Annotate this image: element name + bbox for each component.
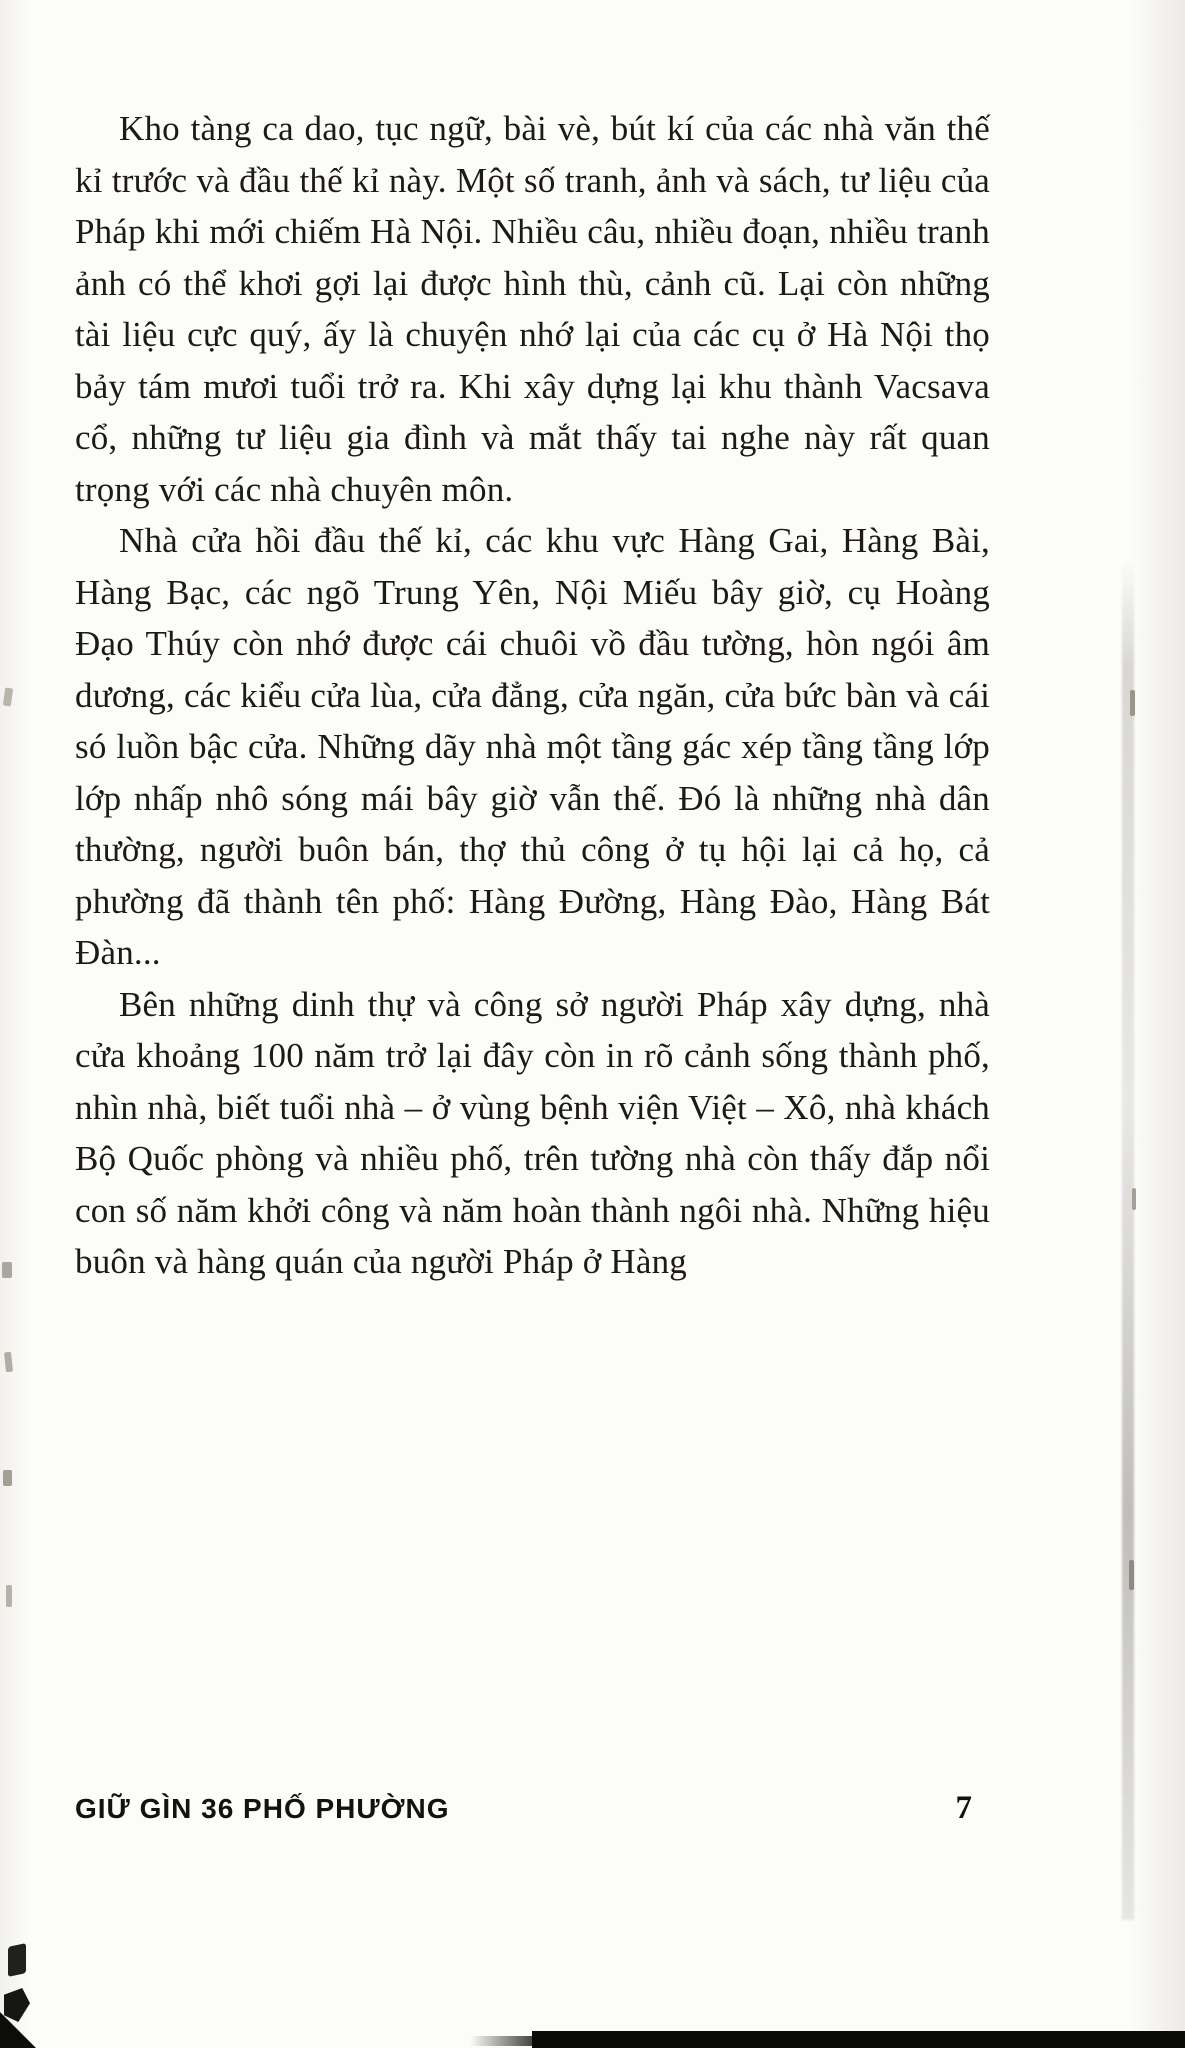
running-title: GIỮ GÌN 36 PHỐ PHƯỜNG bbox=[75, 1793, 450, 1824]
paragraph-1: Kho tàng ca dao, tục ngữ, bài vè, bút kí của các nhà văn thế kỉ trước và đầu thế kỉ này. Một số tranh, ảnh và sách, tư liệu của Pháp khi mới chiếm Hà Nội. Nhiều câu, nhiều đoạn, nhiều tranh ảnh có thể khơi gợi lại được hình thù, cảnh cũ. Lại còn những tài liệu cực quý, ấy là chuyện nhớ lại của các cụ ở Hà Nội thọ bảy tám mươi tuổi trở ra. Khi xây dựng lại khu thành Vacsava cổ, những tư liệu gia đình và mắt thấy tai nghe này rất quan trọng với các nhà chuyên môn. bbox=[75, 109, 990, 509]
page-text-block bbox=[75, 103, 990, 1288]
page-number: 7 bbox=[955, 1790, 972, 1826]
paragraph-2: Nhà cửa hồi đầu thế kỉ, các khu vực Hàng Gai, Hàng Bài, Hàng Bạc, các ngõ Trung Yên, Nội Miếu bây giờ, cụ Hoàng Đạo Thúy còn nhớ được cái chuôi vồ đầu tường, hòn ngói âm dương, các kiểu cửa lùa, cửa đẳng, cửa ngăn, cửa bức bàn và cái só luồn bậc cửa. Những dãy nhà một tầng gác xép tầng tầng lớp lớp nhấp nhô sóng mái bây giờ vẫn thế. Đó là những nhà dân thường, người buôn bán, thợ thủ công ở tụ hội lại cả họ, cả phường đã thành tên phố: Hàng Đường, Hàng Đào, Hàng Bát Đàn... bbox=[75, 521, 990, 972]
paragraph-3: Bên những dinh thự và công sở người Pháp xây dựng, nhà cửa khoảng 100 năm trở lại đây còn in rõ cảnh sống thành phố, nhìn nhà, biết tuổi nhà – ở vùng bệnh viện Việt – Xô, nhà khách Bộ Quốc phòng và nhiều phố, trên tường nhà còn thấy đắp nổi con số năm khởi công và năm hoàn thành ngôi nhà. Những hiệu buôn và hàng quán của người Pháp ở Hàng bbox=[75, 984, 990, 1281]
page-footer bbox=[75, 1790, 990, 1827]
